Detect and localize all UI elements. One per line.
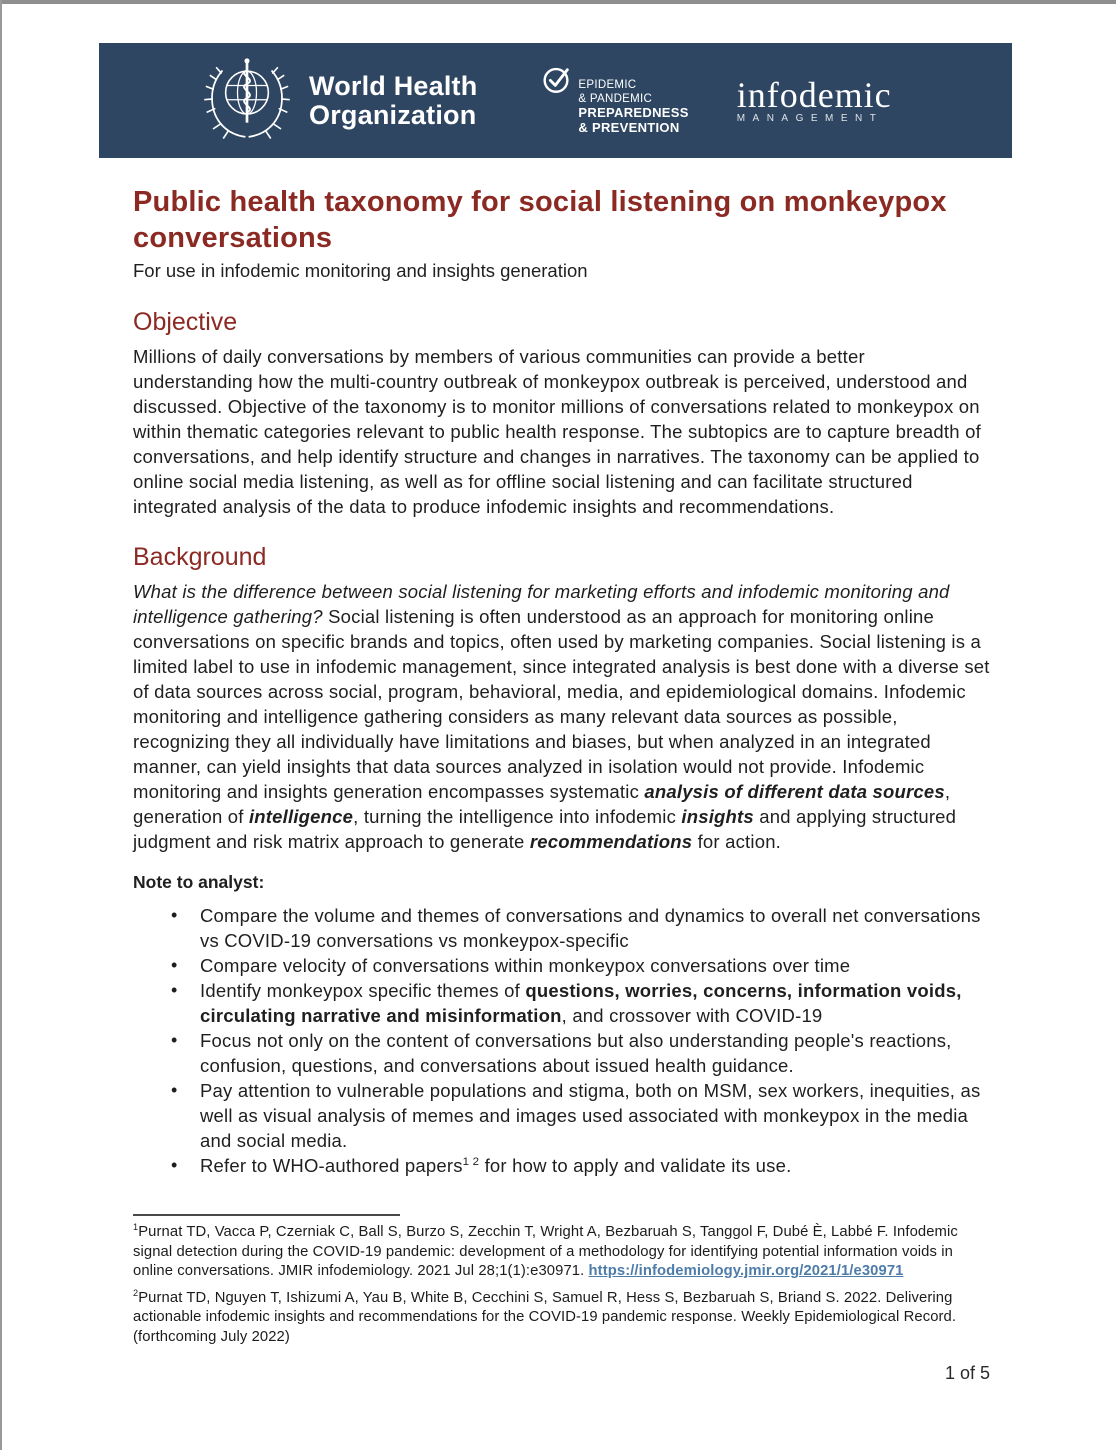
epp-logo [539,62,688,135]
page-number: 1 of 5 [944,1363,990,1383]
text-segment: Purnat TD, Nguyen T, Ishizumi A, Yau B, White B, Cecchini S, Samuel R, Hess S, Bezbaruah S, Briand S. 2022. Delivering actionable infodemic insights and recommendations for the COVID-19 pandemic response. Weekly Epidemiological Record. (forthcoming July 2022) [133,1289,957,1345]
who-wordmark-line2: Organization [309,99,477,130]
text-segment: , and crossover with COVID-19 [561,1005,823,1026]
note-bullet-6 [133,1153,990,1178]
note-bullet-5 [133,1078,990,1153]
text-segment: Compare velocity of conversations within monkeypox conversations over time [200,955,851,976]
text-segment: Focus not only on the content of conversations but also understanding people's reactions, confusion, questions, and conversations about issued health guidance. [200,1030,952,1076]
text-segment: 2 [472,1155,480,1168]
text-segment: analysis of different data sources [644,781,945,802]
who-logo [197,53,477,148]
text-segment: 2 [133,1287,139,1298]
objective-heading: Objective [133,308,238,336]
text-segment: intelligence [248,806,354,827]
who-wordmark [309,72,477,130]
background-paragraph [133,579,990,854]
text-segment: insights [681,806,754,827]
text-segment: 1 [133,1222,139,1233]
infodemic-wordmark: infodemic [736,74,892,115]
infodemic-subtitle: MANAGEMENT [736,112,884,124]
viewer-left-edge [0,0,2,1450]
check-circle-icon [539,62,573,96]
text-segment: 1 [462,1155,470,1168]
text-segment: Purnat TD, Vacca P, Czerniak C, Ball S, Burzo S, Zecchin T, Wright A, Bezbaruah S, Tanggol F, Dubé È, Labbé F. Infodemic signal detection during the COVID-19 pandemic: development of a methodology for identifying potential information voids in online conversations. JMIR infodemiology. 2021 Jul 28;1(1):e30971. [133,1224,958,1279]
note-to-analyst-heading: Note to analyst: [133,872,265,892]
infodemic-logo [736,74,892,124]
footnote-separator [133,1214,400,1216]
document-body [0,184,1116,1384]
text-segment: questions, worries, concerns, information voids, circulating narrative and misinformation [200,980,962,1026]
text-segment: What is the difference between social listening for marketing efforts and infodemic monitoring and intelligence gathering? [133,581,950,627]
text-segment: Social listening is often understood as an approach for monitoring online conversations on specific brands and topics, often used by marketing companies. Social listening is a limited label to use in infodemic management, since integrated analysis is best done with a diverse set of data sources across social, program, behavioral, media, and epidemiological domains. Infodemic monitoring and intelligence gathering considers as many relevant data sources as possible, recognizing they all individually have limitations and biases, but when analyzed in an integrated manner, can yield insights that data sources analyzed in isolation would not provide. Infodemic monitoring and insights generation encompasses systematic [133,606,990,802]
text-segment: , generation of [133,781,951,827]
note-bullet-1 [133,903,990,953]
note-bullet-2 [133,953,990,978]
text-segment: Compare the volume and themes of conversations and dynamics to overall net conversations vs COVID-19 conversations vs monkeypox-specific [200,905,981,951]
who-emblem-icon [197,53,297,148]
viewer-top-edge [0,0,1116,4]
who-wordmark-line1: World Health [309,70,478,101]
text-segment: and applying structured judgment and risk matrix approach to generate [133,806,957,852]
epp-line4: & PREVENTION [578,119,680,135]
page-title: Public health taxonomy for social listening on monkeypox conversations [133,186,947,254]
note-bullet-3 [133,978,990,1028]
page-subtitle: For use in infodemic monitoring and insights generation [133,260,588,281]
text-segment: recommendations [529,831,693,852]
who-header-banner [99,43,1012,158]
text-segment: , turning the intelligence into infodemic [353,806,682,827]
text-segment: Identify monkeypox specific themes of [200,980,526,1001]
epp-wordmark [578,79,688,135]
footnote-link[interactable]: https://infodemiology.jmir.org/2021/1/e30971 [588,1263,904,1279]
epp-line2: & PANDEMIC [578,92,653,105]
background-heading: Background [133,543,267,571]
text-segment: for how to apply and validate its use. [479,1155,792,1176]
note-bullet-list [133,903,990,1178]
objective-paragraph: Millions of daily conversations by members of various communities can provide a better understanding how the multi-country outbreak of monkeypox outbreak is perceived, understood and discussed. Objective of the taxonomy is to monitor millions of conversations related to monkeypox on within thematic categories relevant to public health response. The subtopics are to capture breadth of conversations, and help identify structure and changes in narratives. The taxonomy can be applied to online social media listening, as well as for offline social listening and can facilitate structured integrated analysis of the data to produce infodemic insights and recommendations. [133,346,981,517]
text-segment: Refer to WHO-authored papers [200,1155,463,1176]
epp-line3: PREPAREDNESS [578,105,689,120]
footnote-1 [133,1223,990,1282]
epp-line1: EPIDEMIC [578,79,637,91]
note-bullet-4 [133,1028,990,1078]
text-segment: Pay attention to vulnerable populations and stigma, both on MSM, sex workers, inequities, as well as visual analysis of memes and images used associated with monkeypox in the media and social media. [200,1080,981,1151]
text-segment: for action. [692,831,782,852]
footnote-2 [133,1289,990,1348]
